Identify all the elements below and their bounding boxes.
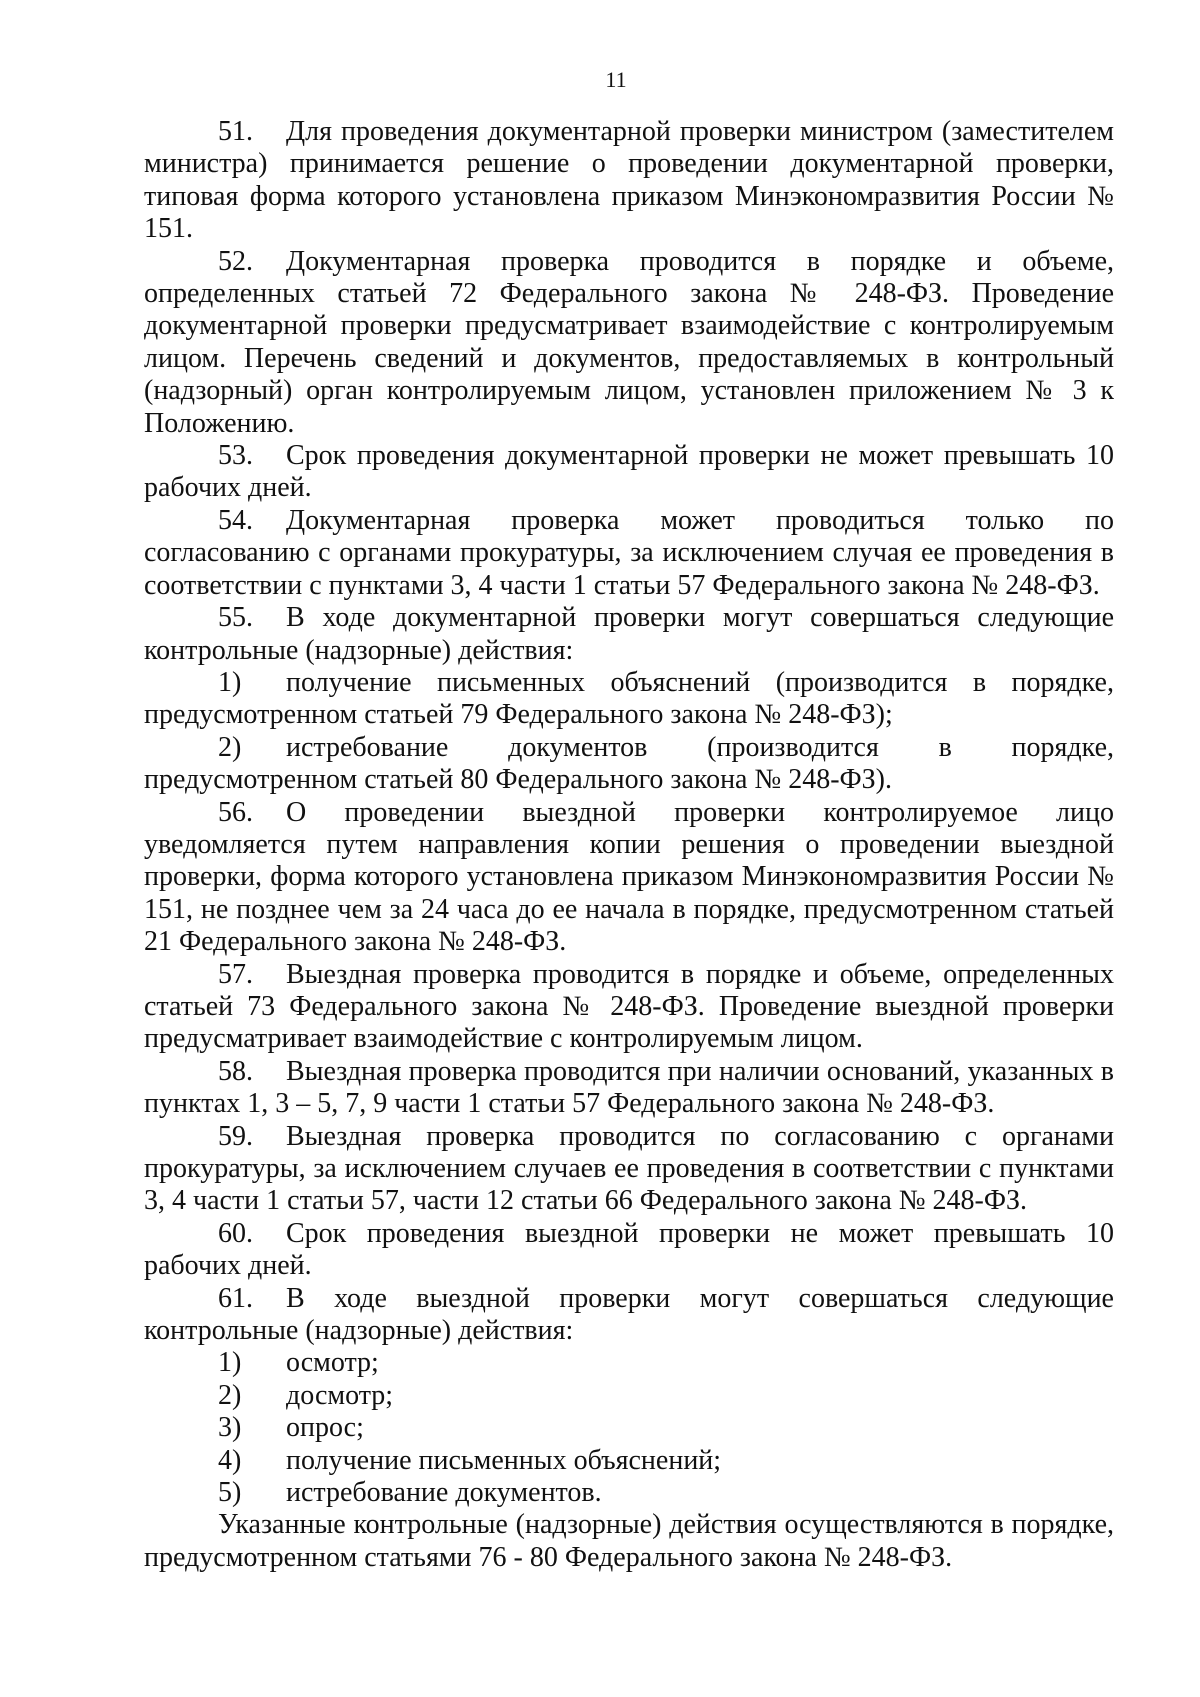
item-number: 2): [218, 1379, 242, 1411]
page-number: 11: [605, 67, 627, 92]
list-item: [144, 1412, 1114, 1444]
paragraph-text: Документарная проверка может проводиться только по согласованию с органами прокуратуры, за исключением случая ее проведения в соответствии с пунктами 3, 4 части 1 статьи 57 Федерального закона № 248-ФЗ.: [144, 504, 1114, 601]
paragraph-number: 55.: [218, 602, 253, 634]
item-text: получение письменных объяснений (производится в порядке, предусмотренном статьей 79 Федерального закона № 248-ФЗ);: [144, 666, 1114, 731]
document-body: [144, 116, 1114, 1574]
item-text: истребование документов (производится в порядке, предусмотренном статьей 80 Федерального закона № 248-ФЗ).: [144, 731, 1114, 796]
paragraph-number: 56.: [218, 796, 253, 828]
paragraph-text: Документарная проверка проводится в порядке и объеме, определенных статьей 72 Федерального закона № 248-ФЗ. Проведение документарной проверки предусматривает взаимодействие с контролируемым лицом. Перечень сведений и документов, предоставляемых в контрольный (надзорный) орган контролируемым лицом, установлен приложением № 3 к Положению.: [144, 245, 1114, 439]
paragraph-53: [144, 440, 1114, 505]
item-number: 4): [218, 1444, 242, 1476]
paragraph-number: 51.: [218, 116, 253, 147]
paragraph-number: 54.: [218, 504, 253, 536]
paragraph-61: [144, 1283, 1114, 1348]
paragraph-59: [144, 1121, 1114, 1218]
paragraph-57: [144, 959, 1114, 1056]
item-number: 1): [218, 666, 242, 698]
paragraph-number: 57.: [218, 958, 253, 990]
paragraph-58: [144, 1056, 1114, 1121]
list-item: [144, 1380, 1114, 1412]
item-number: 5): [218, 1477, 242, 1509]
paragraph-number: 53.: [218, 440, 253, 472]
paragraph-55-item-2: [144, 732, 1114, 797]
paragraph-text: Выездная проверка проводится при наличии оснований, указанных в пунктах 1, 3 – 5, 7, 9 части 1 статьи 57 Федерального закона № 248-ФЗ.: [144, 1055, 1114, 1120]
item-number: 1): [218, 1347, 242, 1379]
paragraph-number: 52.: [218, 245, 253, 277]
item-number: 2): [218, 731, 242, 763]
paragraph-51: [144, 116, 1114, 246]
paragraph-55-item-1: [144, 667, 1114, 732]
item-text: досмотр;: [286, 1379, 394, 1411]
paragraph-text: Срок проведения выездной проверки не может превышать 10 рабочих дней.: [144, 1217, 1114, 1282]
list-item: [144, 1445, 1114, 1477]
closing-paragraph: Указанные контрольные (надзорные) действия осуществляются в порядке, предусмотренном статьями 76 - 80 Федерального закона № 248-ФЗ.: [144, 1509, 1114, 1573]
item-text: истребование документов.: [286, 1477, 602, 1509]
paragraph-text: В ходе документарной проверки могут совершаться следующие контрольные (надзорные) действия:: [144, 602, 1114, 666]
item-number: 3): [218, 1412, 242, 1444]
paragraph-text: Выездная проверка проводится в порядке и объеме, определенных статьей 73 Федерального закона № 248-ФЗ. Проведение выездной проверки предусматривает взаимодействие с контролируемым лицом.: [144, 958, 1114, 1055]
paragraph-number: 59.: [218, 1120, 253, 1152]
paragraph-number: 58.: [218, 1055, 253, 1087]
paragraph-number: 61.: [218, 1282, 253, 1314]
paragraph-text: В ходе выездной проверки могут совершаться следующие контрольные (надзорные) действия:: [144, 1282, 1114, 1347]
item-text: получение письменных объяснений;: [286, 1444, 722, 1476]
paragraph-56: [144, 797, 1114, 959]
paragraph-54: [144, 505, 1114, 602]
paragraph-55: [144, 602, 1114, 667]
paragraph-text: Выездная проверка проводится по согласованию с органами прокуратуры, за исключением случаев ее проведения в соответствии с пунктами 3, 4 части 1 статьи 57, части 12 статьи 66 Федерального закона № 248-ФЗ.: [144, 1120, 1114, 1217]
item-text: опрос;: [286, 1412, 364, 1444]
list-item: [144, 1347, 1114, 1379]
paragraph-number: 60.: [218, 1217, 253, 1249]
item-text: осмотр;: [286, 1347, 379, 1379]
list-item: [144, 1477, 1114, 1509]
paragraph-text: О проведении выездной проверки контролируемое лицо уведомляется путем направления копии решения о проведении выездной проверки, форма которого установлена приказом Минэкономразвития России № 151, не позднее чем за 24 часа до ее начала в порядке, предусмотренном статьей 21 Федерального закона № 248-ФЗ.: [144, 796, 1114, 958]
paragraph-52: [144, 246, 1114, 440]
paragraph-60: [144, 1218, 1114, 1283]
paragraph-text: Для проведения документарной проверки министром (заместителем министра) принимается решение о проведении документарной проверки, типовая форма которого установлена приказом Минэкономразвития России № 151.: [144, 116, 1114, 245]
paragraph-text: Срок проведения документарной проверки не может превышать 10 рабочих дней.: [144, 440, 1114, 504]
